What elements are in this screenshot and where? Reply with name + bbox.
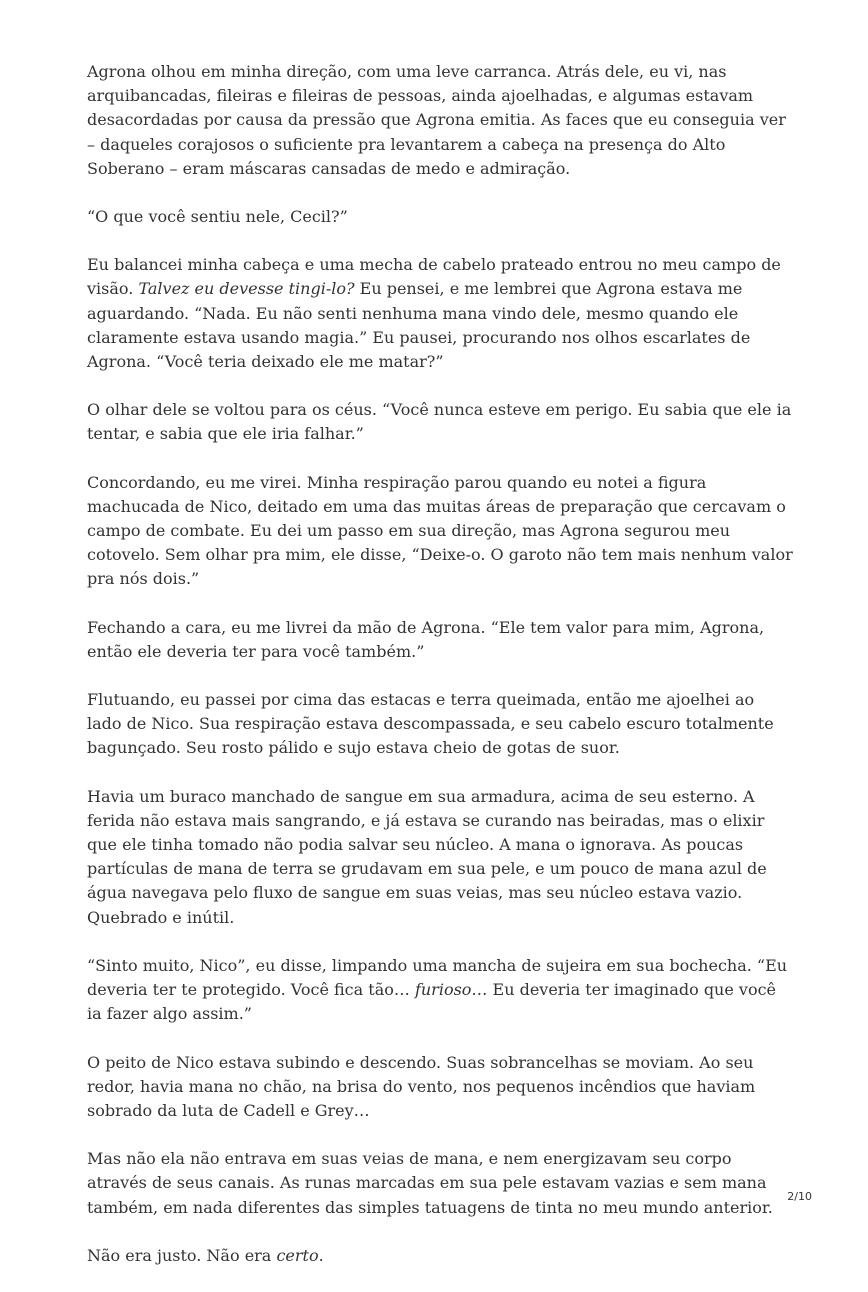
- paragraph: [87, 398, 793, 446]
- text-segment: Flutuando, eu passei por cima das estacas e terra queimada, então me ajoelhei ao lado de Nico. Sua respiração estava descompassada, e seu cabelo escuro totalmente bagunçado. Seu rosto pálido e sujo estava cheio de gotas de suor.: [87, 690, 774, 758]
- text-segment: Eu deveria ter imaginado que você ia fazer algo assim.”: [87, 980, 777, 1024]
- paragraph: [87, 1051, 793, 1124]
- italic-text: furioso…: [414, 980, 488, 1000]
- text-segment: Agrona olhou em minha direção, com uma leve carranca. Atrás dele, eu vi, nas arquibancadas, fileiras e fileiras de pessoas, ainda ajoelhadas, e algumas estavam desacordadas por causa da pressão que Agrona emitia. As faces que eu conseguia ver – daqueles corajosos o suficiente pra levantarem a cabeça na presença do Alto Soberano – eram máscaras cansadas de medo e admiração.: [87, 62, 786, 178]
- paragraph: [87, 471, 793, 592]
- text-segment: Concordando, eu me virei. Minha respiração parou quando eu notei a figura machucada de Nico, deitado em uma das muitas áreas de preparação que cercavam o campo de combate. Eu dei um passo em sua direção, mas Agrona segurou meu cotovelo. Sem olhar pra mim, ele disse, “Deixe-o. O garoto não tem mais nenhum valor pra nós dois.”: [87, 472, 793, 589]
- paragraph: [87, 688, 793, 761]
- paragraph: [87, 616, 793, 664]
- text-segment: .: [318, 1245, 324, 1265]
- paragraph: [87, 1244, 793, 1268]
- text-segment: Não era justo. Não era: [87, 1245, 277, 1265]
- italic-text: certo: [276, 1245, 319, 1265]
- italic-text: Talvez eu devesse tingi-lo?: [138, 279, 355, 299]
- text-segment: Havia um buraco manchado de sangue em sua armadura, acima de seu esterno. A ferida não estava mais sangrando, e já estava se curando nas beiradas, mas o elixir que ele tinha tomado não podia salvar seu núcleo. A mana o ignorava. As poucas partículas de mana de terra se grudavam em sua pele, e um pouco de mana azul de água navegava pelo fluxo de sangue em suas veias, mas seu núcleo estava vazio. Quebrado e inútil.: [87, 786, 767, 927]
- paragraph: [87, 253, 793, 374]
- paragraph: [87, 785, 793, 930]
- text-segment: “O que você sentiu nele, Cecil?”: [87, 207, 348, 227]
- document-body: [87, 60, 793, 1292]
- text-segment: Eu pensei, e me lembrei que Agrona estava me aguardando. “Nada. Eu não senti nenhuma mana vindo dele, mesmo quando ele claramente estava usando magia.” Eu pausei, procurando nos olhos escarlates de Agrona. “Você teria deixado ele me matar?”: [87, 279, 751, 372]
- text-segment: Eu balancei minha cabeça e uma mecha de cabelo prateado entrou no meu campo de visão.: [87, 255, 781, 299]
- page-number: 2/10: [787, 1190, 812, 1203]
- paragraph: [87, 60, 793, 181]
- paragraph: [87, 205, 793, 229]
- text-segment: “Sinto muito, Nico”, eu disse, limpando uma mancha de sujeira em sua bochecha. “Eu deveria ter te protegido. Você fica tão…: [87, 955, 788, 1000]
- text-segment: Fechando a cara, eu me livrei da mão de Agrona. “Ele tem valor para mim, Agrona, então ele deveria ter para você também.”: [87, 617, 765, 661]
- paragraph: [87, 954, 793, 1027]
- text-segment: O peito de Nico estava subindo e descendo. Suas sobrancelhas se moviam. Ao seu redor, havia mana no chão, na brisa do vento, nos pequenos incêndios que haviam sobrado da luta de Cadell e Grey…: [87, 1052, 756, 1120]
- paragraph: [87, 1147, 793, 1220]
- text-segment: O olhar dele se voltou para os céus. “Você nunca esteve em perigo. Eu sabia que ele ia tentar, e sabia que ele iria falhar.”: [87, 400, 792, 444]
- text-segment: Mas não ela não entrava em suas veias de mana, e nem energizavam seu corpo através de seus canais. As runas marcadas em sua pele estavam vazias e sem mana também, em nada diferentes das simples tatuagens de tinta no meu mundo anterior.: [87, 1149, 773, 1217]
